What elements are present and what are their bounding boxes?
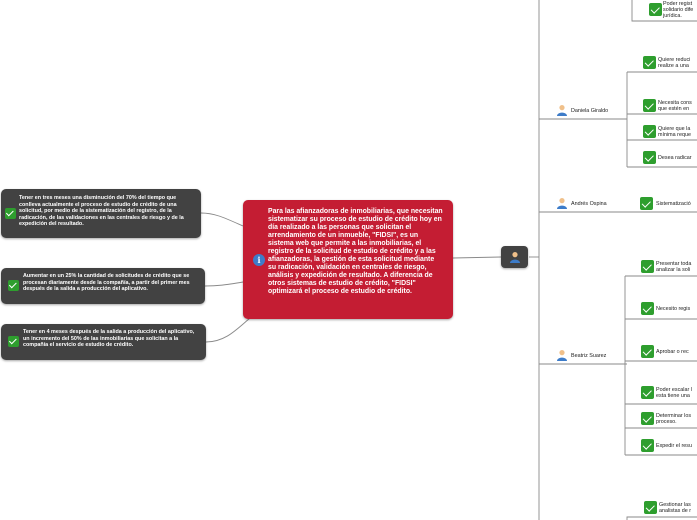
central-topic [243,200,453,319]
person-name: Daniela Giraldo [571,108,609,114]
need-item: Gestionar las [659,502,691,508]
need-item: realize a una [658,63,689,69]
need-item: Sistematizació [656,201,691,207]
check-icon [641,439,654,452]
person-icon [556,197,568,209]
need-item: jurídica. [663,13,682,19]
check-icon [644,501,657,514]
central-topic-text: Para las afianzadoras de inmobiliarias, que necesitan sistematizar su proceso de estudio de crédito hoy en día realizado a las personas que solicitan el arrendamiento de un inmueble, "FIDSI", es un sistema web que permite a las inmobiliarias, el registro de la solicitud de estudio de crédito y a las afianzadoras, la gestión de esta solicitud mediante su radicación, validación en centrales de riesgo, análisis y expedición de resultado. A diferencia de otros sistemas de estudio de crédito, "FIDSI" optimizará el proceso de estudio de crédito. [268,208,443,295]
need-item: que estén en [658,106,690,112]
check-icon [649,3,662,16]
need-item: proceso. [656,419,677,425]
info-icon: i [253,254,265,266]
objective-3 [1,324,206,360]
need-item: esta tiene una [656,393,690,399]
need-item: Poder escalar l [656,387,692,393]
person-icon [556,104,568,116]
check-icon [641,386,654,399]
check-icon [643,56,656,69]
need-item: Presentar toda [656,261,692,267]
check-icon [640,197,653,210]
objective-1-text: Tener en tres meses una disminución del 70% del tiempo que conlleva actualmente el proceso de estudio de crédito de una solicitud, por medio de la sistematización del registro, de la radicación, de las validaciones en las centrales de riesgo y de la expedición del resultado. [19,195,184,228]
check-icon [641,260,654,273]
check-icon [641,345,654,358]
need-item: mínima reque [658,132,691,138]
need-item: analistas de r [659,508,692,514]
need-item: analizar la soli [656,267,691,273]
person-icon [509,251,521,263]
check-icon [641,412,654,425]
objective-1 [1,189,201,238]
root-person-node [501,246,528,268]
need-item: Quiere reduci [658,57,691,63]
need-item: Necesita cons [658,100,692,106]
person-name: Andrés Ospina [571,201,607,207]
check-icon [8,336,19,347]
objective-2 [1,268,205,304]
check-icon [643,125,656,138]
need-item: Poder regist [663,1,693,7]
check-icon [643,99,656,112]
check-icon [5,208,16,219]
person-icon [556,349,568,361]
need-item: Aprobar o rec [656,349,689,355]
need-item: Quiere que la [658,126,691,132]
objective-2-text: Aumentar en un 25% la cantidad de solicitudes de crédito que se procesan diariamente desde la compañía, a partir del primer mes después de la salida a producción del aplicativo. [23,273,190,293]
objective-3-text: Tener en 4 meses después de la salida a producción del aplicativo, un incremento del 50% de las inmobiliarias que solicitan a la compañía el servicio de estudio de crédito. [23,329,195,349]
check-icon [8,280,19,291]
check-icon [641,302,654,315]
need-item: Necesito regis [656,306,691,312]
need-item: Determinar los [656,413,692,419]
need-item: Desea radicar [658,155,692,161]
need-item: solidario dife [663,7,694,13]
need-item: Expedir el resu [656,443,692,449]
check-icon [643,151,656,164]
person-name: Beatriz Suarez [571,353,607,359]
